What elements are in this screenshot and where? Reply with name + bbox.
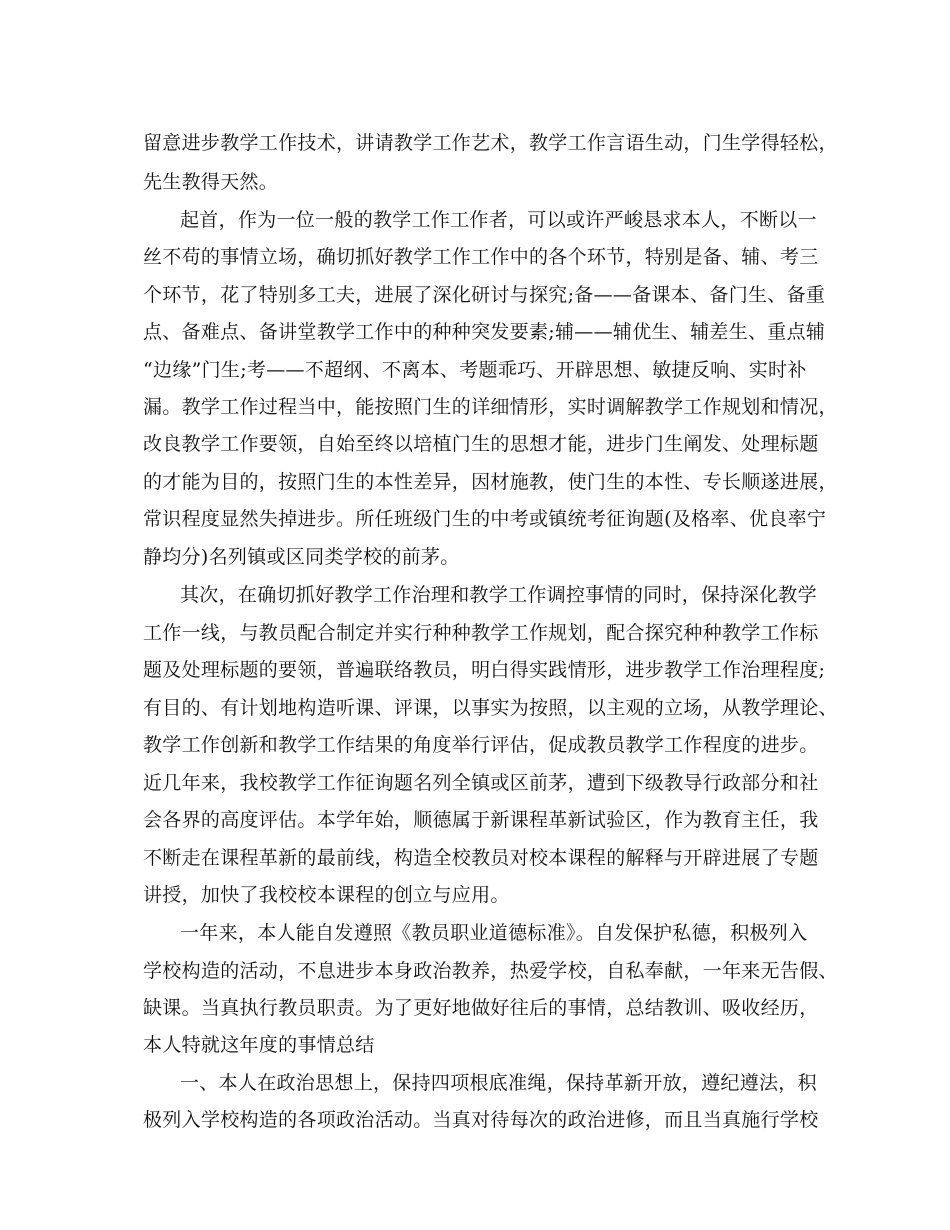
text-line: 留意进步教学工作技术，讲请教学工作艺术，教学工作言语生动，门生学得轻松， [143,132,838,154]
text-line: 改良教学工作要领，自始至终以培植门生的思想才能，进步门生阐发、处理标题 [143,433,819,455]
text-line: 有目的、有计划地构造听课、评课，以事实为按照，以主观的立场，从教学理论、 [143,697,838,719]
text-line: 先生教得天然。 [143,171,279,193]
text-line: 近几年来，我校教学工作征询题名列全镇或区前茅，遭到下级教导行政部分和社 [143,772,819,794]
text-line: 个环节，花了特别多工夫，进展了深化研讨与探究;备——备课本、备门生、备重 [143,284,826,306]
text-line: 漏。教学工作过程当中，能按照门生的详细情形，实时调解教学工作规划和情况， [143,396,838,418]
text-line: 的才能为目的，按照门生的本性差异，因材施教，使门生的本性、专长顺遂进展， [143,471,838,493]
text-line: 学校构造的活动，不息进步本身政治教养，热爱学校，自私奉献，一年来无告假、 [143,960,838,982]
paragraph-start-line: 其次，在确切抓好教学工作治理和教学工作调控事情的同时，保持深化教学 [180,584,817,606]
paragraph-start-line: 一年来，本人能自发遵照《教员职业道德标准》。自发保护私德，积极列入 [180,922,808,944]
text-line: 极列入学校构造的各项政治活动。当真对待每次的政治进修，而且当真施行学校 [143,1109,819,1131]
text-line: 常识程度显然失掉进步。所任班级门生的中考或镇统考征询题(及格率、优良率宁 [143,508,827,530]
paragraph-start-line: 一、本人在政治思想上，保持四项根底准绳，保持革新开放，遵纪遵法，积 [180,1072,817,1094]
text-line: 点、备难点、备讲堂教学工作中的种种突发要素;辅——辅优生、辅差生、重点辅 [143,321,826,343]
text-line: 会各界的高度评估。本学年始，顺德属于新课程革新试验区，作为教育主任，我 [143,809,819,831]
text-line: 教学工作创新和教学工作结果的角度举行评估，促成教员教学工作程度的进步。 [143,734,819,756]
text-line: 工作一线，与教员配合制定并实行种种教学工作规划，配合探究种种教学工作标 [143,622,819,644]
text-line: 丝不苟的事情立场，确切抓好教学工作工作中的各个环节，特别是备、辅、考三 [143,246,819,268]
text-line: “边缘”门生;考——不超纲、不离本、考题乖巧、开辟思想、敏捷反响、实时补 [143,359,807,381]
text-line: 本人特就这年度的事情总结 [143,1034,375,1056]
text-line: 静均分)名列镇或区同类学校的前茅。 [143,546,460,568]
text-line: 讲授，加快了我校校本课程的创立与应用。 [143,884,510,906]
paragraph-start-line: 起首，作为一位一般的教学工作工作者，可以或许严峻恳求本人，不断以一 [180,209,817,231]
text-line: 不断走在课程革新的最前线，构造全校教员对校本课程的解释与开辟进展了专题 [143,847,819,869]
text-line: 题及处理标题的要领，普遍联络教员，明白得实践情形，进步教学工作治理程度; [143,659,826,681]
text-line: 缺课。当真执行教员职责。为了更好地做好往后的事情，总结教训、吸收经历， [143,997,819,1019]
